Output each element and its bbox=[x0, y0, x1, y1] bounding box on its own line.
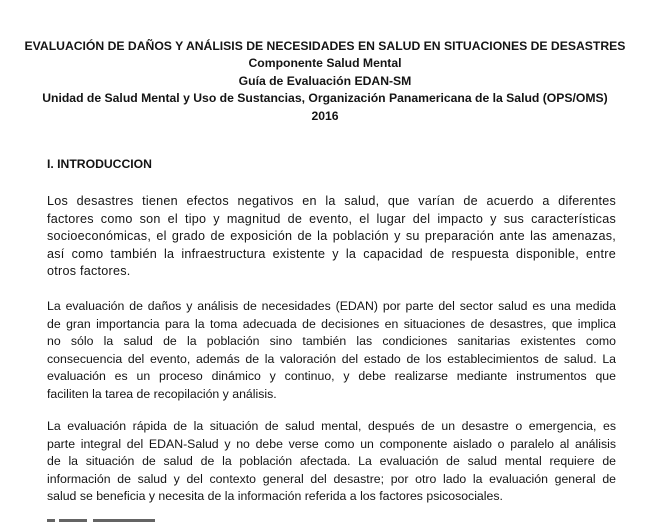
paragraph-line: así como también la infraestructura existente y la capacidad de respuesta disponible, entre bbox=[47, 246, 616, 261]
paragraph-line: consecuencia del evento, además de la valoración del estado de los establecimientos de salud. La bbox=[47, 351, 616, 366]
paragraph-line: información de salud y del contexto general del desastre; por otro lado la evaluación general de bbox=[47, 471, 616, 486]
paragraph-line: Los desastres tienen efectos negativos en la salud, que varían de acuerdo a diferentes bbox=[47, 194, 616, 208]
paragraph-line: no sólo la salud de la población sino también las condiciones sanitarias existentes como bbox=[47, 334, 616, 349]
paragraph-line: otros factores. bbox=[47, 264, 131, 279]
paragraph-line: evaluación es un proceso dinámico y continuo, y debe realizarse mediante instrumentos que bbox=[47, 369, 616, 384]
document-title: EVALUACIÓN DE DAÑOS Y ANÁLISIS DE NECESIDADES EN SALUD EN SITUACIONES DE DESASTRES bbox=[24, 39, 626, 53]
cropped-text-fragment bbox=[47, 518, 157, 524]
paragraph-line: La evaluación rápida de la situación de salud mental, después de un desastre o emergencia, es bbox=[47, 419, 616, 433]
organization: Unidad de Salud Mental y Uso de Sustancias, Organización Panamericana de la Salud (OPS/OMS) bbox=[42, 91, 608, 106]
paragraph-line: socioeconómicas, el grado de exposición de la población y su preparación ante las amenazas, bbox=[47, 229, 616, 244]
document-subtitle: Componente Salud Mental bbox=[248, 56, 402, 71]
paragraph-line: parte integral del EDAN-Salud y no debe verse como un componente aislado o paralelo al análisis bbox=[47, 436, 616, 451]
document-year: 2016 bbox=[311, 108, 339, 123]
document-header bbox=[20, 38, 630, 125]
paragraph-line: faciliten la tarea de recopilación y análisis. bbox=[47, 386, 277, 401]
paragraph-intro-3 bbox=[47, 418, 616, 506]
paragraph-intro-1 bbox=[47, 193, 616, 281]
paragraph-line: factores como son el tipo y magnitud de evento, el lugar del impacto y sus características bbox=[47, 211, 616, 226]
section-heading: I. INTRODUCCION bbox=[47, 157, 152, 171]
paragraph-line: de gran importancia para la toma adecuada de decisiones en situaciones de desastres, que implica bbox=[47, 316, 616, 331]
paragraph-intro-2 bbox=[47, 298, 616, 404]
guide-name: Guía de Evaluación EDAN-SM bbox=[238, 73, 412, 88]
paragraph-line: de la situación de salud de la población afectada. La evaluación de salud mental requiere de bbox=[47, 454, 616, 469]
paragraph-line: La evaluación de daños y análisis de necesidades (EDAN) por parte del sector salud es una medida bbox=[47, 299, 616, 313]
paragraph-line: salud se beneficia y necesita de la información referida a los factores psicosociales. bbox=[47, 489, 503, 504]
